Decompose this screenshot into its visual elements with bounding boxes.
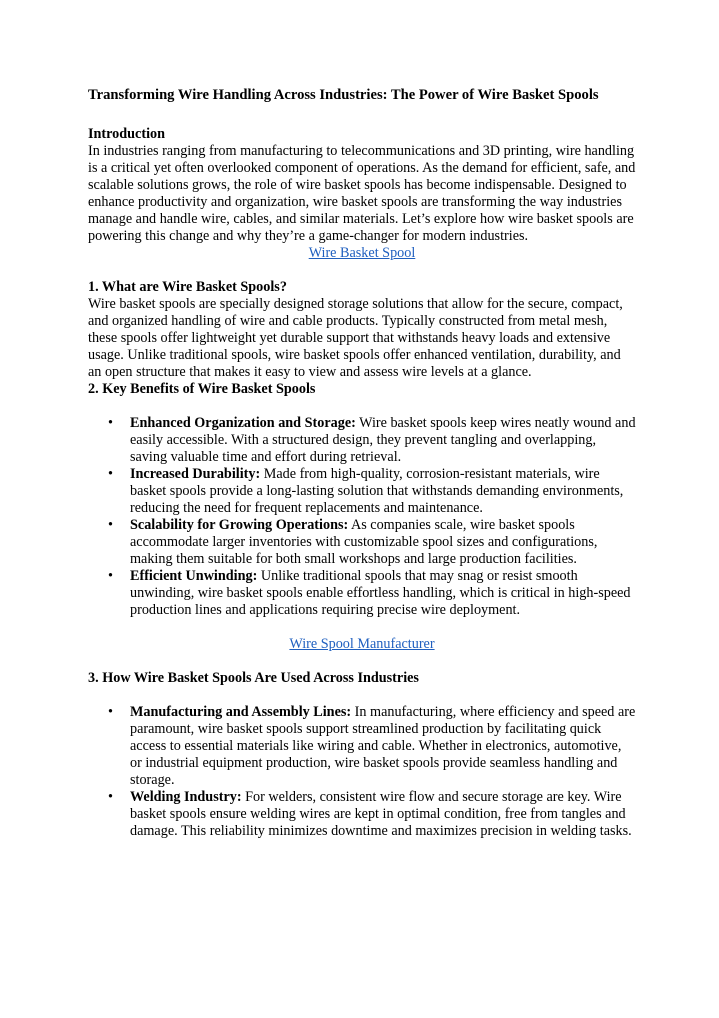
wire-basket-spool-link[interactable]: Wire Basket Spool: [308, 245, 416, 261]
section-key-benefits: [88, 381, 636, 619]
section1-heading: 1. What are Wire Basket Spools?: [88, 279, 287, 295]
intro-section: [88, 126, 636, 245]
link-row-2: [88, 636, 636, 653]
bullet-icon: •: [108, 415, 113, 431]
section-industries: [88, 670, 636, 840]
benefits-list: [88, 415, 636, 619]
list-item-label: Enhanced Organization and Storage:: [130, 415, 356, 431]
bullet-icon: •: [108, 704, 113, 720]
section3-heading: 3. How Wire Basket Spools Are Used Across Industries: [88, 670, 419, 686]
section-what-are: [88, 279, 636, 381]
list-item-text: Wire basket spools keep wires neatly wound and easily accessible. With a structured design, they prevent tangling and overlapping, saving valuable time and effort during retrieval.: [130, 415, 636, 465]
link-row-1: [88, 245, 636, 262]
list-item: [88, 517, 636, 568]
list-item: [88, 415, 636, 466]
list-item-label: Scalability for Growing Operations:: [130, 517, 349, 533]
list-item: [88, 568, 636, 619]
wire-spool-manufacturer-link[interactable]: Wire Spool Manufacturer: [289, 636, 435, 652]
bullet-icon: •: [108, 789, 113, 805]
bullet-icon: •: [108, 517, 113, 533]
list-item-text: In manufacturing, where efficiency and speed are paramount, wire basket spools support streamlined production by facilitating quick access to essential materials like wiring and cable. Whether in electronics, automotive, or industrial equipment production, wire basket spools provide seamless handling and storage.: [130, 704, 636, 788]
section2-heading: 2. Key Benefits of Wire Basket Spools: [88, 381, 316, 397]
list-item-text: As companies scale, wire basket spools accommodate larger inventories with customizable spool sizes and configurations, making them suitable for both small workshops and large production facilities.: [130, 517, 598, 567]
list-item-text: Made from high-quality, corrosion-resistant materials, wire basket spools provide a long-lasting solution that withstands demanding environments, reducing the need for frequent replacements and maintenance.: [130, 466, 624, 516]
list-item-label: Manufacturing and Assembly Lines:: [130, 704, 352, 720]
intro-paragraph: In industries ranging from manufacturing to telecommunications and 3D printing, wire handling is a critical yet often overlooked component of operations. As the demand for efficient, safe, and scalable solutions grows, the role of wire basket spools has become indispensable. Designed to enhance productivity and organization, wire basket spools are transforming the way industries manage and handle wire, cables, and similar materials. Let’s explore how wire basket spools are powering this change and why they’re a game-changer for modern industries.: [88, 143, 636, 244]
document-title: Transforming Wire Handling Across Industries: The Power of Wire Basket Spools: [88, 87, 599, 103]
list-item-text: Unlike traditional spools that may snag or resist smooth unwinding, wire basket spools enable effortless handling, which is critical in high-speed production lines and applications requiring precise wire deployment.: [130, 568, 631, 618]
list-item-label: Efficient Unwinding:: [130, 568, 258, 584]
bullet-icon: •: [108, 568, 113, 584]
list-item-label: Increased Durability:: [130, 466, 261, 482]
list-item-label: Welding Industry:: [130, 789, 242, 805]
intro-heading: Introduction: [88, 126, 165, 142]
list-item: [88, 466, 636, 517]
document-page: [88, 86, 636, 857]
bullet-icon: •: [108, 466, 113, 482]
section1-paragraph: Wire basket spools are specially designed storage solutions that allow for the secure, compact, and organized handling of wire and cable products. Typically constructed from metal mesh, these spools offer lightweight yet durable support that withstands heavy loads and extensive usage. Unlike traditional spools, wire basket spools offer enhanced ventilation, durability, and an open structure that makes it easy to view and assess wire levels at a glance.: [88, 296, 623, 380]
industries-list: [88, 704, 636, 840]
list-item: [88, 704, 636, 789]
list-item-text: For welders, consistent wire flow and secure storage are key. Wire basket spools ensure welding wires are kept in optimal condition, free from tangles and damage. This reliability minimizes downtime and maximizes precision in welding tasks.: [130, 789, 632, 839]
list-item: [88, 789, 636, 840]
